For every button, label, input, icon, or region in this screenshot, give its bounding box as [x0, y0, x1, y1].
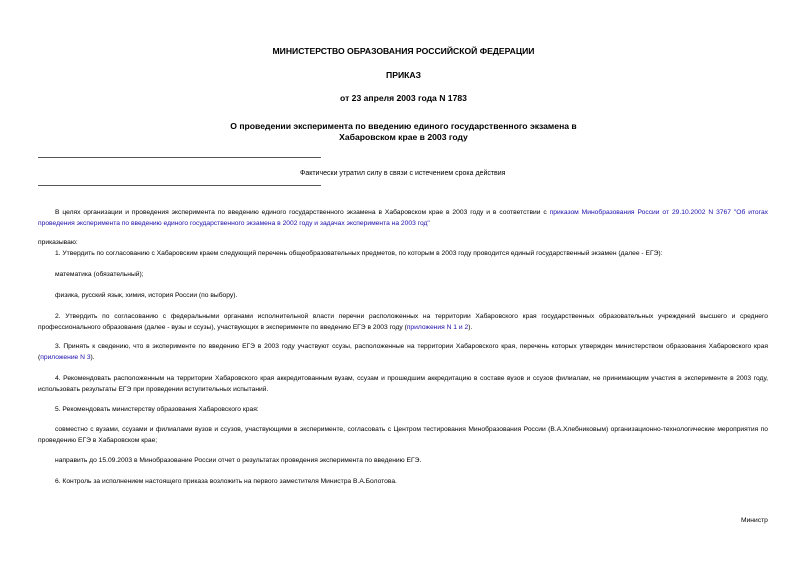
title-line-2: Хабаровском крае в 2003 году: [339, 132, 468, 142]
item-6: 6. Контроль за исполнением настоящего приказа возложить на первого заместителя Министра В.А.Болотова.: [55, 478, 397, 485]
status-note: Фактически утратил силу в связи с истечением срока действия: [300, 170, 506, 177]
item-2: [38, 312, 768, 333]
item-3: [38, 342, 768, 363]
item-1b: физика, русский язык, химия, история России (по выбору).: [55, 292, 238, 299]
date-line: от 23 апреля 2003 года N 1783: [340, 93, 467, 103]
item-5: 5. Рекомендовать министерству образования Хабаровского края:: [55, 406, 259, 413]
intro-text: В целях организации и проведения эксперимента по введению единого государственного экзамена в Хабаровском крае в 2003 году и в соответствии с: [55, 209, 550, 216]
item-1a: математика (обязательный);: [55, 271, 144, 278]
signature-title: Министр: [741, 517, 768, 524]
item-3-end: ).: [90, 353, 95, 361]
ministry-heading: МИНИСТЕРСТВО ОБРАЗОВАНИЯ РОССИЙСКОЙ ФЕДЕРАЦИИ: [272, 46, 535, 56]
order-3767-link[interactable]: приказом Минобразования России от 29.10.2002 N 3767: [549, 209, 731, 216]
item-2-end: ).: [468, 323, 473, 331]
order-word: приказываю:: [38, 239, 78, 246]
appendix-3-link[interactable]: приложение N 3: [40, 353, 91, 361]
appendix-1-2-link[interactable]: приложения N 1 и 2: [406, 323, 469, 331]
item-2-text: 2. Утвердить по согласованию с федеральными органами исполнительной власти перечни расположенных на территории Хабаровского края государственных образовательных учреждений высшего и среднего профессионального образования (далее - вузы и ссузы), участвующих в эксперименте по введению ЕГЭ в 2003 году (: [38, 313, 768, 331]
title-line-1: О проведении эксперимента по введению единого государственного экзамена в: [230, 121, 577, 131]
item-5b: направить до 15.09.2003 в Минобразование России отчет о результатах проведения эксперимента по введению ЕГЭ.: [55, 457, 422, 464]
item-4: 4. Рекомендовать расположенным на территории Хабаровского края аккредитованным вузам, ссузам и прошедшим аккредитацию в составе вузов и ссузов филиалам, не принимающим участия в эксперименте в 2003 году, использовать результаты ЕГЭ при проведении вступительных испытаний.: [38, 375, 768, 393]
intro-paragraph: [38, 208, 768, 229]
divider-bottom: [38, 185, 321, 186]
divider-top: [38, 157, 321, 158]
item-5a: совместно с вузами, ссузами и филиалами вузов и ссузов, участвующими в эксперименте, согласовать с Центром тестирования Минобразования России (В.А.Хлебниковым) организационно-технологические мероприятия по проведению ЕГЭ в Хабаровском крае;: [38, 426, 768, 444]
order-3767-title-link[interactable]: "Об итогах проведения эксперимента по введению единого государственного экзамена в 2002 году и задачах эксперимента на 2003 год": [38, 209, 769, 227]
item-1: 1. Утвердить по согласованию с Хабаровским краем следующий перечень общеобразовательных предметов, по которым в 2003 году проводится единый государственный экзамен (далее - ЕГЭ):: [55, 250, 663, 257]
doc-type-heading: ПРИКАЗ: [386, 70, 421, 80]
item-3-text: 3. Принять к сведению, что в эксперименте по введению ЕГЭ в 2003 году участвуют ссузы, расположенные на территории Хабаровского края, перечень которых утвержден министерством образования Хабаровского края (: [38, 343, 768, 361]
